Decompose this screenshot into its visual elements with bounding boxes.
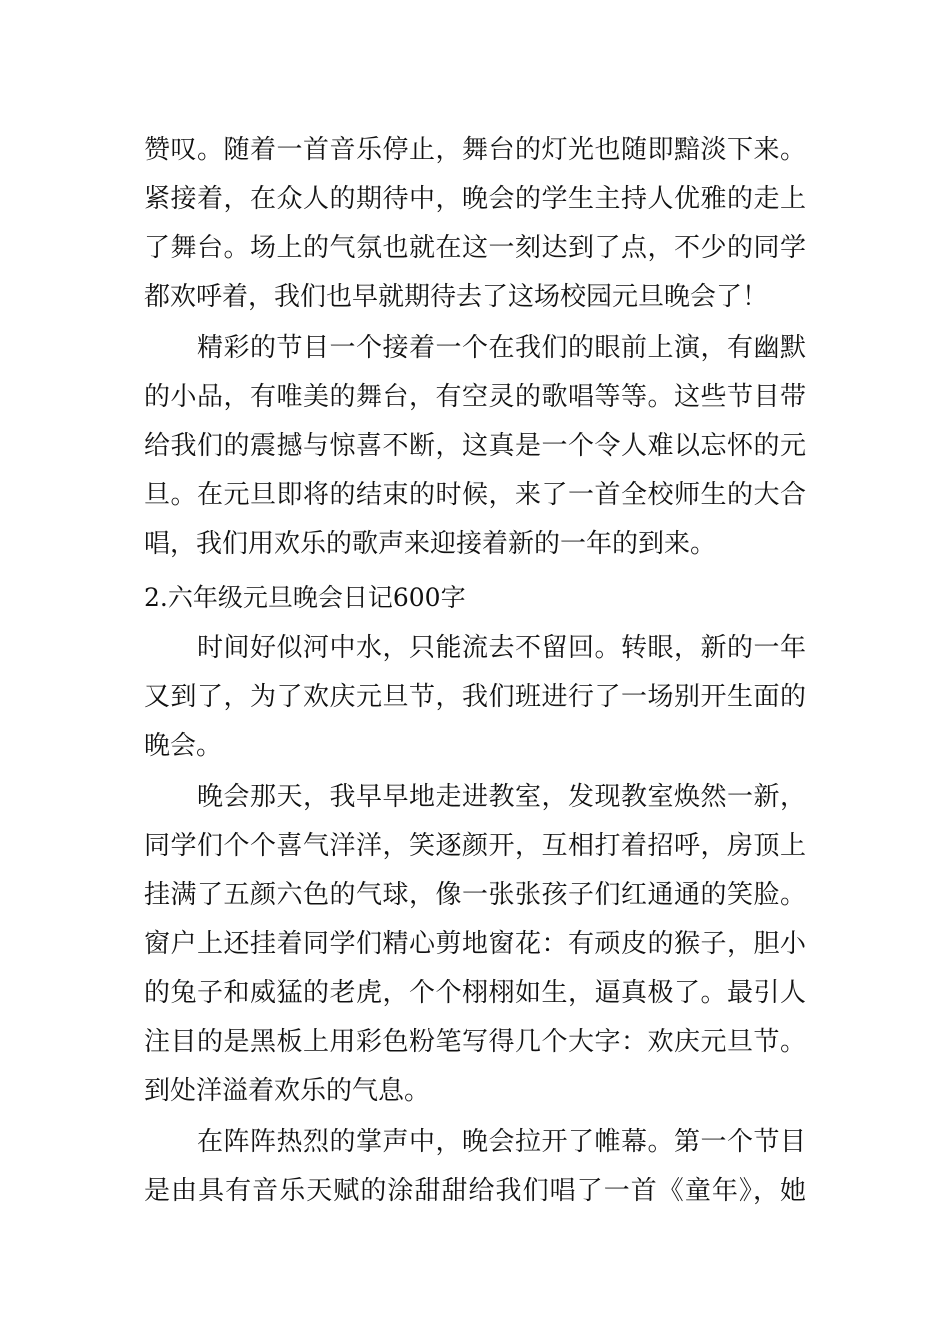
- text-line: 的兔子和威猛的老虎，个个栩栩如生，逼真极了。最引人: [144, 978, 806, 1008]
- text-line: 旦。在元旦即将的结束的时候，来了一首全校师生的大合: [144, 480, 806, 510]
- text-line: 挂满了五颜六色的气球，像一张张孩子们红通通的笑脸。: [144, 880, 806, 910]
- text-line: 的小品，有唯美的舞台，有空灵的歌唱等等。这些节目带: [144, 382, 806, 412]
- text-line: 了舞台。场上的气氛也就在这一刻达到了点，不少的同学: [144, 233, 806, 263]
- text-line: 注目的是黑板上用彩色粉笔写得几个大字：欢庆元旦节。: [144, 1027, 806, 1057]
- text-line: 都欢呼着，我们也早就期待去了这场校园元旦晚会了！: [144, 282, 769, 312]
- text-line: 唱，我们用欢乐的歌声来迎接着新的一年的到来。: [144, 529, 717, 559]
- text-line: 是由具有音乐天赋的涂甜甜给我们唱了一首《童年》，她: [144, 1176, 806, 1206]
- text-line: 精彩的节目一个接着一个在我们的眼前上演，有幽默: [197, 333, 806, 363]
- text-line: 时间好似河中水，只能流去不留回。转眼，新的一年: [197, 633, 806, 663]
- text-line: 到处洋溢着欢乐的气息。: [144, 1076, 431, 1106]
- text-line: 又到了，为了欢庆元旦节，我们班进行了一场别开生面的: [144, 682, 806, 712]
- text-line: 晚会。: [144, 731, 223, 761]
- text-line: 晚会那天，我早早地走进教室，发现教室焕然一新，: [197, 782, 806, 812]
- text-line: 赞叹。随着一首音乐停止，舞台的灯光也随即黯淡下来。: [144, 135, 806, 165]
- text-line: 在阵阵热烈的掌声中，晚会拉开了帷幕。第一个节目: [197, 1127, 806, 1157]
- text-line: 给我们的震撼与惊喜不断，这真是一个令人难以忘怀的元: [144, 431, 806, 461]
- text-line: 同学们个个喜气洋洋，笑逐颜开，互相打着招呼，房顶上: [144, 831, 806, 861]
- section-heading: 2.六年级元旦晚会日记600字: [144, 583, 466, 612]
- text-line: 窗户上还挂着同学们精心剪地窗花：有顽皮的猴子，胆小: [144, 929, 806, 959]
- text-line: 紧接着，在众人的期待中，晚会的学生主持人优雅的走上: [144, 184, 806, 214]
